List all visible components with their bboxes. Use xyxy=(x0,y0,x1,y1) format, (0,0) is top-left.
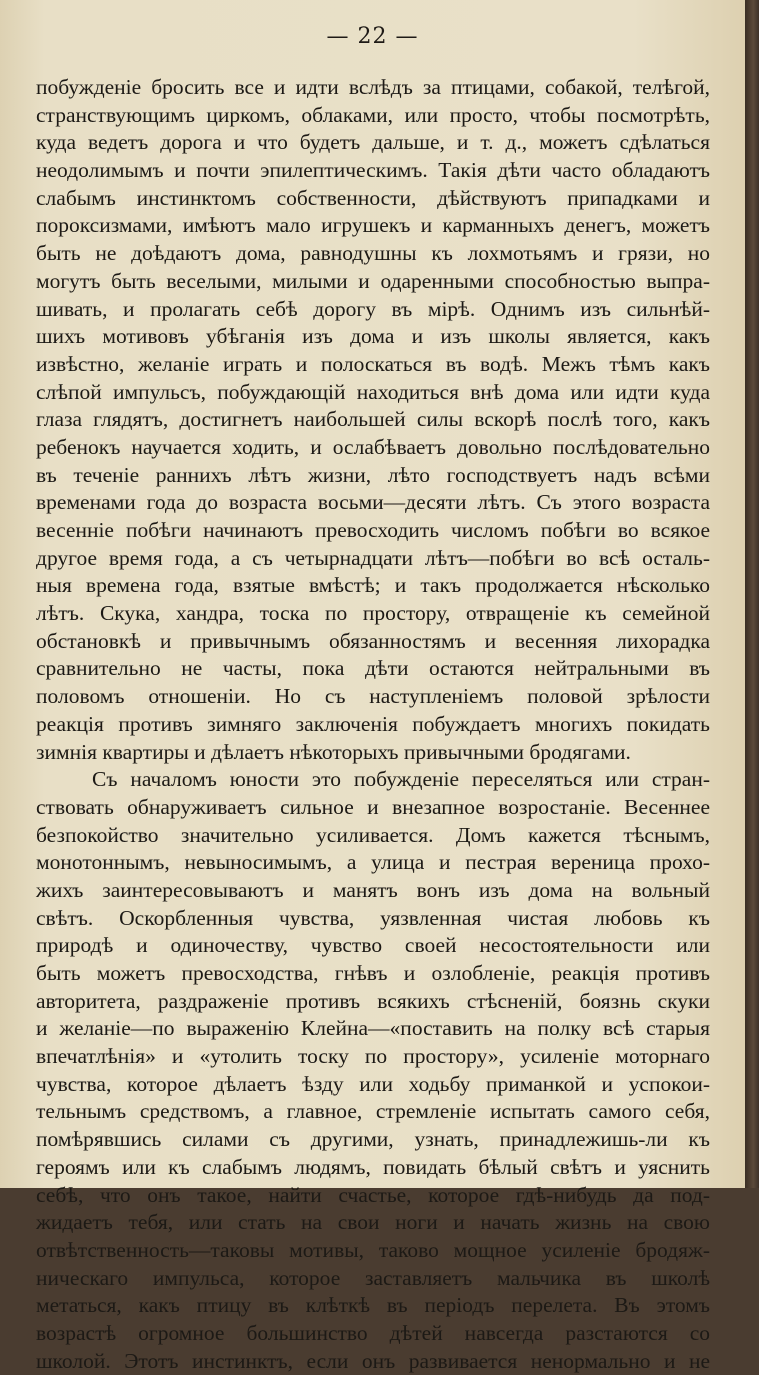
text-line: временами года до возраста восьми—десяти лѣтъ. Съ этого возраста xyxy=(36,490,710,515)
text-line: авторитета, раздраженіе противъ всякихъ стѣсненій, боязнь скуки xyxy=(36,988,710,1013)
text-line: монотоннымъ, невыносимымъ, а улица и пестрая вереница прохо- xyxy=(36,850,710,875)
body-text xyxy=(36,74,710,1375)
text-line: чувства, которое дѣлаетъ ѣзду или ходьбу приманкой и успокои- xyxy=(36,1071,710,1096)
text-line: сравнительно не часты, пока дѣти остаются нейтральными въ xyxy=(36,656,710,681)
text-line: ныя времена года, взятые вмѣстѣ; и такъ продолжается нѣсколько xyxy=(36,573,710,598)
text-line: впечатлѣнія» и «утолить тоску по простору», усиленіе моторнаго xyxy=(36,1044,710,1069)
text-line: быть не доѣдаютъ дома, равнодушны къ лохмотьямъ и грязи, но xyxy=(36,241,710,266)
text-line: неодолимымъ и почти эпилептическимъ. Такія дѣти часто обладаютъ xyxy=(36,158,710,183)
text-line: и желаніе—по выраженію Клейна—«поставить на полку всѣ старыя xyxy=(36,1016,710,1041)
text-line: зимнія квартиры и дѣлаетъ нѣкоторыхъ привычными бродягами. xyxy=(36,739,631,764)
text-line: въ теченіе раннихъ лѣтъ жизни, лѣто господствуетъ надъ всѣми xyxy=(36,462,710,487)
text-line: природѣ и одиночеству, чувство своей несостоятельности или xyxy=(36,933,710,958)
text-line: слѣпой импульсъ, побуждающій находиться внѣ дома или идти куда xyxy=(36,379,710,404)
paragraph-first-line: Съ началомъ юности это побужденіе переселяться или стран- xyxy=(92,767,710,792)
text-line: безпокойство значительно усиливается. Домъ кажется тѣснымъ, xyxy=(36,822,710,847)
text-line: слабымъ инстинктомъ собственности, дѣйствуютъ припадками и xyxy=(36,185,710,210)
text-line: пороксизмами, имѣютъ мало игрушекъ и карманныхъ денегъ, можетъ xyxy=(36,213,710,238)
page-number: — 22 — xyxy=(326,24,419,49)
text-line: глаза глядятъ, достигнетъ наибольшей силы вскорѣ послѣ того, какъ xyxy=(36,407,710,432)
text-line: школой. Этотъ инстинктъ, если онъ развивается ненормально и не xyxy=(36,1348,710,1373)
text-line: героямъ или къ слабымъ людямъ, повидать бѣлый свѣтъ и уяснить xyxy=(36,1154,710,1179)
text-line: свѣтъ. Оскорбленныя чувства, уязвленная чистая любовь къ xyxy=(36,905,710,930)
text-line: ребенокъ научается ходить, и ослабѣваетъ довольно послѣдовательно xyxy=(36,434,710,459)
text-line: тельнымъ средствомъ, а главное, стремленіе испытать самого себя, xyxy=(36,1099,710,1124)
text-line: реакція противъ зимняго заключенія побуждаетъ многихъ покидать xyxy=(36,711,710,736)
text-line: странствующимъ циркомъ, облаками, или просто, чтобы посмотрѣть, xyxy=(36,102,710,127)
text-line: жидаетъ тебя, или стать на свои ноги и начать жизнь на свою xyxy=(36,1210,710,1235)
text-line: помѣрявшись силами съ другими, узнать, принадлежишь-ли къ xyxy=(36,1127,710,1152)
text-line: половомъ отношеніи. Но съ наступленіемъ половой зрѣлости xyxy=(36,684,710,709)
text-line: метаться, какъ птицу въ клѣткѣ въ періодъ перелета. Въ этомъ xyxy=(36,1293,710,1318)
text-line: ническаго импульса, которое заставляетъ мальчика въ школѣ xyxy=(36,1265,710,1290)
text-line: побужденіе бросить все и идти вслѣдъ за птицами, собакой, телѣгой, xyxy=(36,75,710,99)
text-line: ствовать обнаруживаетъ сильное и внезапное возростаніе. Весеннее xyxy=(36,794,710,819)
text-line: куда ведетъ дорога и что будетъ дальше, и т. д., можетъ сдѣлаться xyxy=(36,130,710,155)
text-line: обстановкѣ и привычнымъ обязанностямъ и весенняя лихорадка xyxy=(36,628,710,653)
text-line: шихъ мотивовъ убѣганія изъ дома и изъ школы является, какъ xyxy=(36,324,710,349)
text-line: лѣтъ. Скука, хандра, тоска по простору, отвращеніе къ семейной xyxy=(36,601,710,626)
text-line: возрастѣ огромное большинство дѣтей навсегда разстаются со xyxy=(36,1320,710,1345)
page-edge-shadow xyxy=(745,0,759,1188)
text-line: себѣ, что онъ такое, найти счастье, которое гдѣ-нибудь да под- xyxy=(36,1182,710,1207)
text-line: отвѣтственность—таковы мотивы, таково мощное усиленіе бродяж- xyxy=(36,1237,710,1262)
text-line: извѣстно, желаніе играть и полоскаться въ водѣ. Межъ тѣмъ какъ xyxy=(36,351,710,376)
text-line: другое время года, а съ четырнадцати лѣтъ—побѣги во всѣ осталь- xyxy=(36,545,710,570)
text-line: могутъ быть веселыми, милыми и одаренными способностью выпра- xyxy=(36,268,710,293)
text-line: шивать, и пролагать себѣ дорогу въ мірѣ. Однимъ изъ сильнѣй- xyxy=(36,296,710,321)
text-line: быть можетъ превосходства, гнѣвъ и озлобленіе, реакція противъ xyxy=(36,961,710,985)
text-line: весенніе побѣги начинаютъ превосходить числомъ побѣги во всякое xyxy=(36,518,710,542)
text-line: жихъ заинтересовываютъ и манятъ вонъ изъ дома на вольный xyxy=(36,877,710,902)
